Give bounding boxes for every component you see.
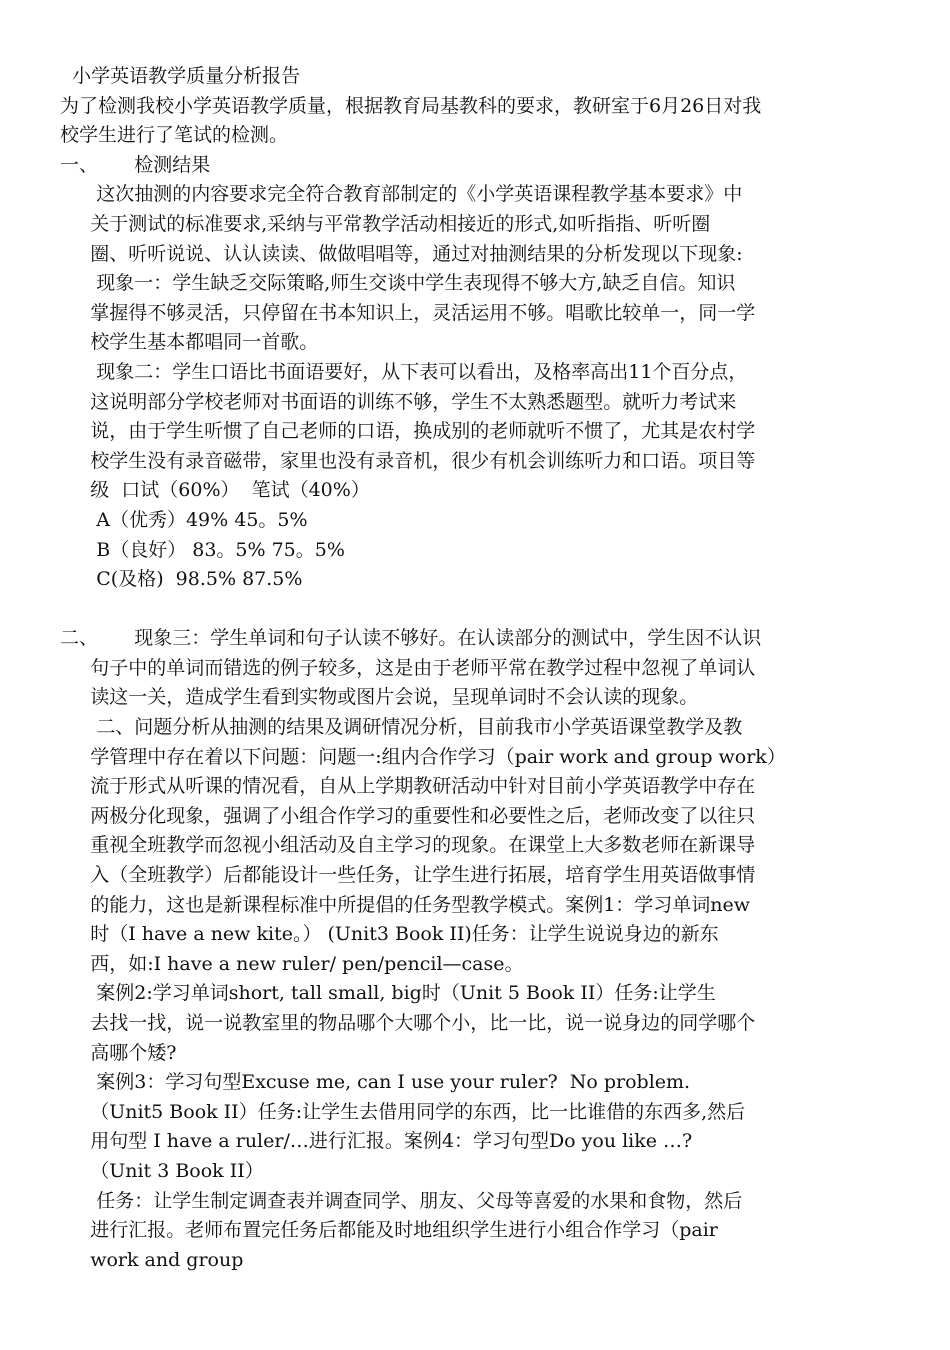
text-line: （Unit5 Book II）任务:让学生去借用同学的东西，比一比谁借的东西多,然后 — [60, 1100, 746, 1123]
text-line: 说，由于学生听惯了自己老师的口语，换成别的老师就听不惯了，尤其是农村学 — [60, 420, 756, 443]
table-row-c: C(及格) 98.5% 87.5% — [60, 568, 303, 591]
text-line: 流于形式从听课的情况看，自从上学期教研活动中针对目前小学英语教学中存在 — [60, 775, 756, 798]
section-heading: 二、 现象三：学生单词和句子认读不够好。在认读部分的测试中，学生因不认识 — [60, 627, 762, 650]
text-line: 案例2:学习单词short, tall small, big时（Unit 5 Book II）任务:让学生 — [60, 982, 716, 1005]
text-line: 圈、听听说说、认认读读、做做唱唱等，通过对抽测结果的分析发现以下现象: — [60, 242, 743, 265]
text-line: 案例3：学习句型Excuse me, can I use your ruler? No problem. — [60, 1071, 691, 1094]
text-line: 高哪个矮? — [60, 1041, 177, 1064]
table-row-a: A（优秀）49% 45。5% — [60, 508, 308, 531]
text-line: 用句型 I have a ruler/…进行汇报。案例4：学习句型Do you like …? — [60, 1130, 693, 1153]
text-line: 句子中的单词而错选的例子较多，这是由于老师平常在教学过程中忽视了单词认 — [60, 656, 756, 679]
table-row-b: B（良好） 83。5% 75。5% — [60, 538, 345, 561]
text-line: 西，如:I have a new ruler/ pen/pencil—case。 — [60, 952, 524, 975]
text-line: 掌握得不够灵活，只停留在书本知识上，灵活运用不够。唱歌比较单一，同一学 — [60, 301, 756, 324]
section-heading: 一、 检测结果 — [60, 153, 211, 176]
text-line: 校学生没有录音磁带，家里也没有录音机，很少有机会训练听力和口语。项目等 — [60, 449, 756, 472]
text-line: 这说明部分学校老师对书面语的训练不够，学生不太熟悉题型。就听力考试来 — [60, 390, 737, 413]
text-line: 校学生基本都唱同一首歌。 — [60, 331, 319, 354]
text-line: 为了检测我校小学英语教学质量，根据教育局基教科的要求，教研室于6月26日对我 — [60, 94, 762, 117]
text-line: 任务：让学生制定调查表并调查同学、朋友、父母等喜爱的水果和食物，然后 — [60, 1189, 743, 1212]
text-line: 读这一关，造成学生看到实物或图片会说，呈现单词时不会认读的现象。 — [60, 686, 699, 709]
blank-line — [60, 595, 890, 625]
text-line: 时（I have a new kite。） (Unit3 Book II)任务：让学生说说身边的新东 — [60, 923, 719, 946]
text-line: 进行汇报。老师布置完任务后都能及时地组织学生进行小组合作学习（pair — [60, 1219, 718, 1242]
text-line: 现象一：学生缺乏交际策略,师生交谈中学生表现得不够大方,缺乏自信。知识 — [60, 272, 736, 295]
text-line: 关于测试的标准要求,采纳与平常教学活动相接近的形式,如听指指、听听圈 — [60, 212, 711, 235]
text-line: work and group — [60, 1248, 244, 1271]
text-line: 去找一找，说一说教室里的物品哪个大哪个小，比一比，说一说身边的同学哪个 — [60, 1012, 756, 1034]
text-line: 这次抽测的内容要求完全符合教育部制定的《小学英语课程教学基本要求》中 — [60, 183, 743, 206]
text-line: 二、问题分析从抽测的结果及调研情况分析，目前我市小学英语课堂教学及教 — [60, 716, 743, 739]
text-line: 的能力，这也是新课程标准中所提倡的任务型教学模式。案例1：学习单词new — [60, 893, 751, 916]
text-line: 重视全班教学而忽视小组活动及自主学习的现象。在课堂上大多数老师在新课导 — [60, 834, 756, 857]
text-line: 入（全班教学）后都能设计一些任务，让学生进行拓展，培育学生用英语做事情 — [60, 864, 756, 887]
text-line: 现象二：学生口语比书面语要好，从下表可以看出，及格率高出11个百分点， — [60, 360, 748, 383]
text-line: 两极分化现象，强调了小组合作学习的重要性和必要性之后，老师改变了以往只 — [60, 804, 756, 827]
page-title: 小学英语教学质量分析报告 — [60, 65, 301, 87]
text-line: 学管理中存在着以下问题：问题一:组内合作学习（pair work and group work） — [60, 745, 786, 768]
text-line: 校学生进行了笔试的检测。 — [60, 124, 289, 147]
text-line: （Unit 3 Book II） — [60, 1159, 264, 1182]
table-header-line: 级 口试（60%） 笔试（40%） — [60, 479, 370, 502]
